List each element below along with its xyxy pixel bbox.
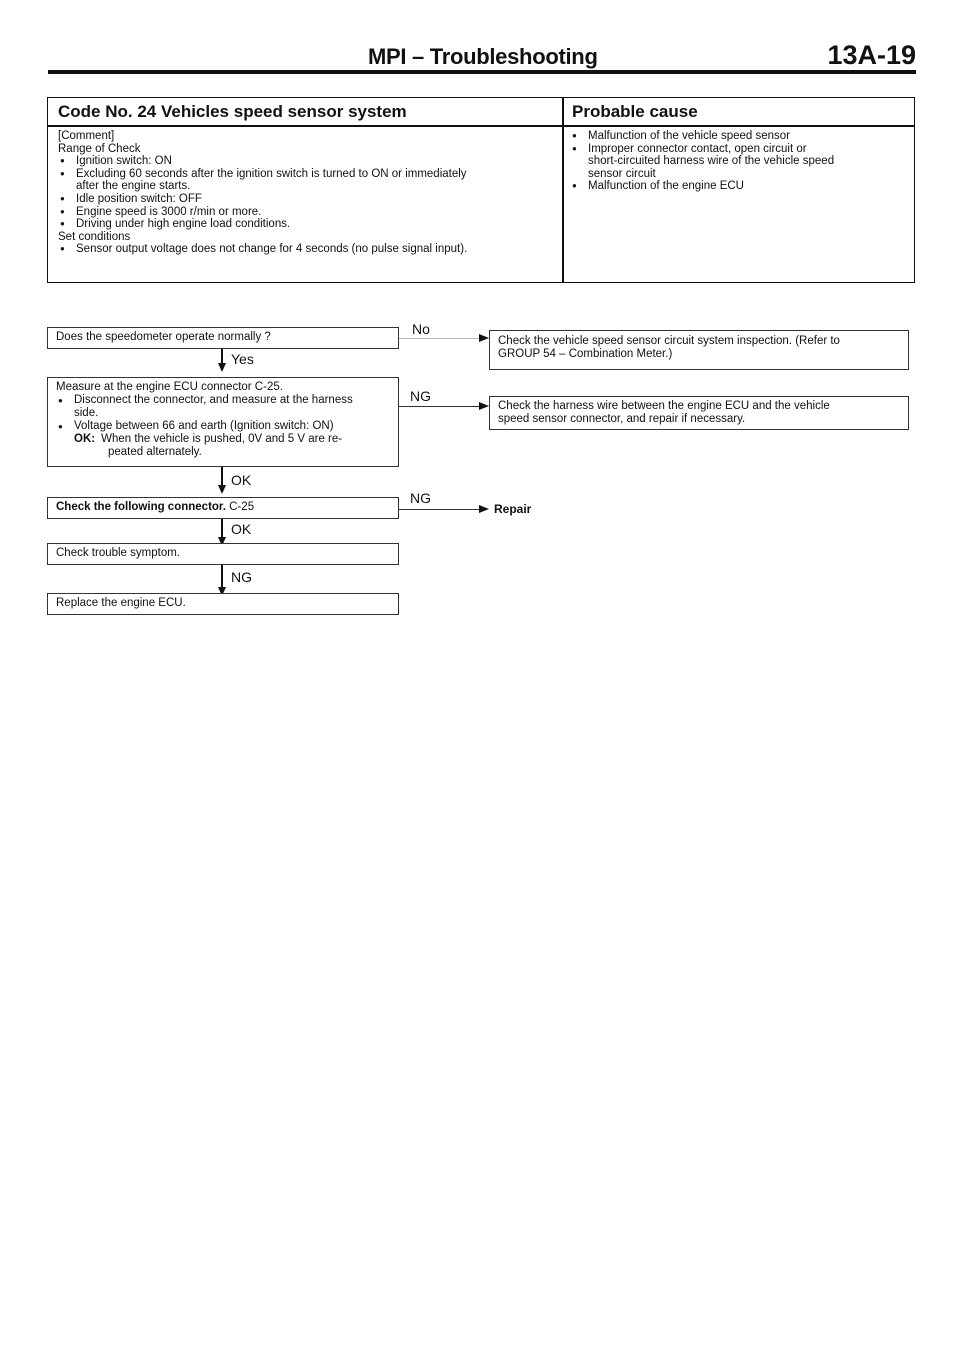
connector-ng: [221, 565, 223, 589]
result-repair: Repair: [494, 502, 532, 516]
step-bullet: ● Disconnect the connector, and measure at the harness: [56, 394, 390, 407]
set-condition-item: ● Sensor output voltage does not change for 4 seconds (no pulse signal input).: [58, 243, 558, 256]
range-item: ● Engine speed is 3000 r/min or more.: [58, 206, 558, 219]
table-header-rule: [48, 125, 914, 127]
cause-item: ● Improper connector contact, open circuit or: [570, 143, 906, 156]
connector-ng: [399, 406, 479, 407]
probable-cause-header: Probable cause: [572, 102, 698, 121]
branch-label-ok: OK: [231, 472, 252, 488]
range-label: Range of Check: [58, 142, 141, 155]
result-text-line: Check the harness wire between the engine ECU and the vehicle: [498, 400, 830, 412]
cause-item: ● Malfunction of the engine ECU: [570, 180, 906, 193]
arrow-right-icon: [479, 334, 489, 342]
ok-label: OK:: [74, 433, 96, 445]
step-speedometer-check-text: Does the speedometer operate normally ?: [56, 331, 271, 343]
arrow-down-icon: [218, 363, 226, 372]
comment-label: [Comment]: [58, 130, 115, 142]
ok-condition-continuation: peated alternately.: [108, 446, 202, 458]
set-conditions-label: Set conditions: [58, 230, 131, 243]
header-rule: [48, 70, 916, 74]
probable-cause-cell: [570, 130, 906, 193]
cause-item-continuation: sensor circuit: [588, 167, 656, 180]
connector-ok: [221, 467, 223, 487]
range-item-continuation: after the engine starts.: [76, 180, 191, 193]
arrow-right-icon: [479, 505, 489, 513]
step-replace-ecu: [47, 593, 399, 615]
result-check-harness: [489, 396, 909, 430]
result-text-line: GROUP 54 – Combination Meter.): [498, 348, 673, 360]
page-number: 13A-19: [827, 40, 916, 70]
code-header: Code No. 24 Vehicles speed sensor system: [58, 102, 407, 121]
step-check-connector: [47, 497, 399, 519]
branch-label-yes: Yes: [231, 351, 254, 367]
result-text-line: Check the vehicle speed sensor circuit system inspection. (Refer to: [498, 335, 840, 347]
step-text-line: Measure at the engine ECU connector C-25.: [56, 381, 283, 393]
page-title: MPI – Troubleshooting: [368, 44, 598, 69]
cause-item-continuation: short-circuited harness wire of the vehicle speed: [588, 155, 835, 168]
range-item: ● Excluding 60 seconds after the ignition switch is turned to ON or immediately: [58, 168, 558, 181]
step-bullet: ● Voltage between 66 and earth (Ignition switch: ON): [56, 420, 390, 433]
step-check-trouble-symptom-text: Check trouble symptom.: [56, 547, 180, 559]
arrow-down-icon: [218, 485, 226, 494]
result-speed-sensor-inspection: [489, 330, 909, 370]
step-measure-ecu-connector: [47, 377, 399, 467]
page-header: [48, 40, 916, 74]
comment-cell: [58, 130, 558, 256]
step-speedometer-check: [47, 327, 399, 349]
connector-ng: [399, 509, 479, 510]
cause-item: ● Malfunction of the vehicle speed sensor: [570, 130, 906, 143]
connector-ok: [221, 519, 223, 539]
connector-code: C-25: [229, 501, 255, 513]
branch-label-ng: NG: [410, 490, 431, 506]
branch-label-ng: NG: [231, 569, 252, 585]
ok-condition: [56, 433, 390, 446]
branch-label-ng: NG: [410, 388, 431, 404]
step-bullet-continuation: side.: [74, 407, 99, 419]
arrow-right-icon: [479, 402, 489, 410]
ok-condition-text: When the vehicle is pushed, 0V and 5 V are re-: [101, 433, 343, 445]
result-text-line: speed sensor connector, and repair if necessary.: [498, 413, 746, 425]
range-item: ● Ignition switch: ON: [58, 155, 558, 168]
connector-no: [399, 338, 479, 339]
step-check-trouble-symptom: [47, 543, 399, 565]
branch-label-ok: OK: [231, 521, 252, 537]
step-check-connector-text: Check the following connector.: [56, 501, 226, 513]
branch-label-no: No: [412, 321, 430, 337]
step-replace-ecu-text: Replace the engine ECU.: [56, 597, 186, 609]
diagnosis-table: [47, 97, 915, 283]
range-item: ● Driving under high engine load conditions.: [58, 218, 558, 231]
range-item: ● Idle position switch: OFF: [58, 193, 558, 206]
